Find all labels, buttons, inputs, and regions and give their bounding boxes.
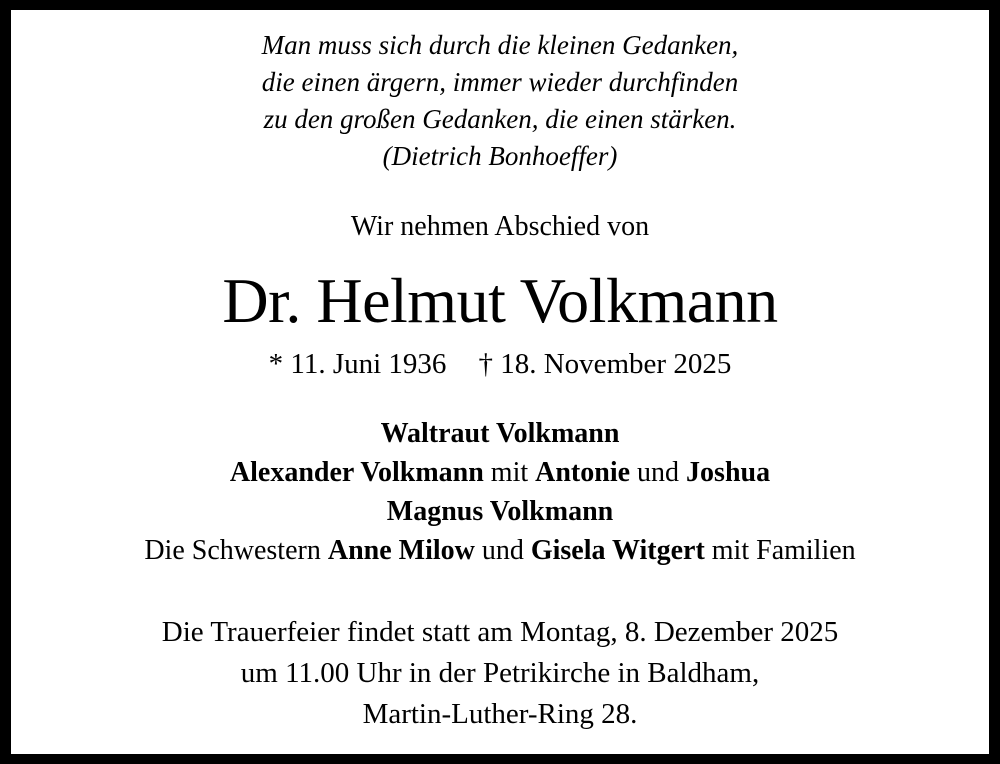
mourner-name: Magnus Volkmann bbox=[386, 496, 614, 527]
mourner-name: Waltraut Volkmann bbox=[380, 418, 620, 449]
mourner-line bbox=[11, 531, 989, 570]
service-info bbox=[11, 612, 989, 735]
mourner-text: mit bbox=[483, 457, 536, 488]
mourner-text: Die Schwestern bbox=[144, 535, 328, 566]
mourner-line bbox=[11, 492, 989, 531]
mourner-name: Gisela Witgert bbox=[530, 535, 705, 566]
quote-attribution: (Dietrich Bonhoeffer) bbox=[382, 141, 618, 171]
mourner-text: und bbox=[474, 535, 531, 566]
quote-line: zu den großen Gedanken, die einen stärken. bbox=[263, 104, 737, 134]
mourner-line bbox=[11, 453, 989, 492]
death-date: † 18. November 2025 bbox=[478, 348, 732, 380]
farewell-intro: Wir nehmen Abschied von bbox=[350, 211, 650, 242]
quote-block bbox=[11, 27, 989, 175]
service-line: Die Trauerfeier findet statt am Montag, 8. Dezember 2025 bbox=[161, 616, 839, 648]
service-line: Martin-Luther-Ring 28. bbox=[362, 698, 638, 730]
quote-line: die einen ärgern, immer wieder durchfinden bbox=[261, 67, 739, 97]
mourners-block bbox=[11, 414, 989, 570]
obituary-notice bbox=[11, 10, 989, 754]
mourner-name: Antonie bbox=[535, 457, 631, 488]
mourner-name: Anne Milow bbox=[327, 535, 475, 566]
mourner-line bbox=[11, 414, 989, 453]
deceased-name: Dr. Helmut Volkmann bbox=[222, 265, 778, 336]
service-line: um 11.00 Uhr in der Petrikirche in Baldham, bbox=[240, 657, 760, 689]
birth-date: * 11. Juni 1936 bbox=[268, 348, 447, 380]
mourner-name: Joshua bbox=[686, 457, 771, 488]
mourner-name: Alexander Volkmann bbox=[229, 457, 484, 488]
life-dates bbox=[11, 344, 989, 384]
mourner-text: mit Familien bbox=[704, 535, 856, 566]
quote-line: Man muss sich durch die kleinen Gedanken, bbox=[261, 30, 739, 60]
mourner-text: und bbox=[630, 457, 687, 488]
